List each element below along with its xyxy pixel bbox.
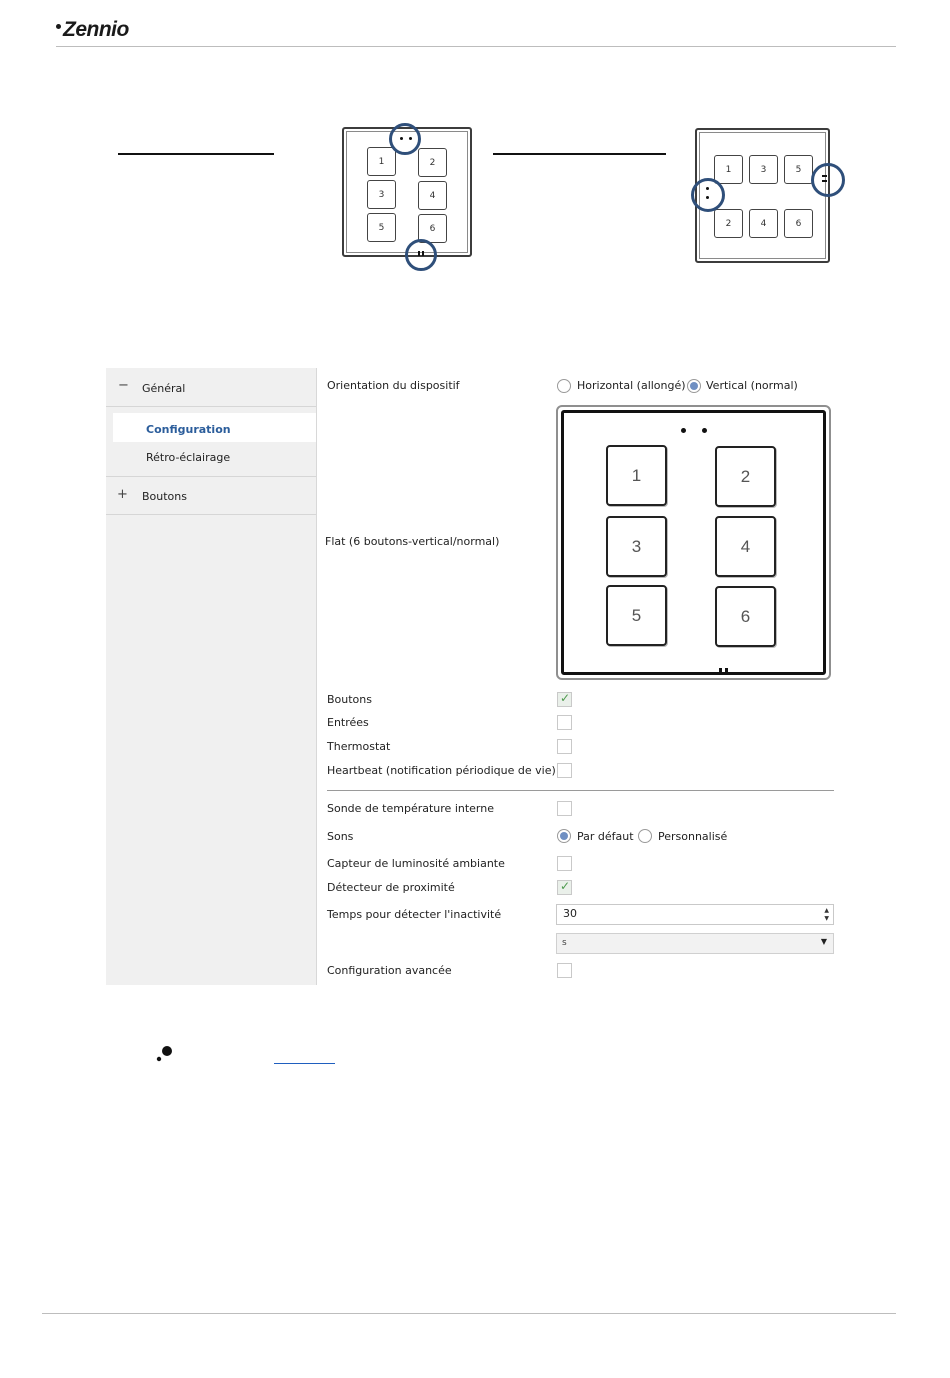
device-button: 5: [784, 155, 813, 184]
device-button: 3: [749, 155, 778, 184]
preview-button: 1: [606, 445, 667, 506]
detecteur-checkbox[interactable]: [557, 880, 572, 895]
sidebar-item-label: Configuration: [146, 423, 231, 436]
thermostat-label: Thermostat: [327, 740, 391, 753]
sidebar-separator: [106, 476, 316, 477]
chevron-down-icon[interactable]: ▼: [820, 937, 827, 946]
check-icon: ✓: [560, 691, 571, 705]
thermostat-checkbox[interactable]: [557, 739, 572, 754]
sensor-dot: [409, 137, 412, 140]
logo-text: Zennio: [63, 18, 129, 41]
boutons-checkbox[interactable]: [557, 692, 572, 707]
sons-label: Sons: [327, 830, 354, 843]
flat-model-label: Flat (6 boutons-vertical/normal): [325, 535, 500, 548]
avancee-label: Configuration avancée: [327, 964, 452, 977]
connector-highlight: [405, 239, 437, 271]
proximity-sensor-highlight: [691, 178, 725, 212]
radio-personnalise-label[interactable]: Personnalisé: [658, 830, 728, 843]
entrees-checkbox[interactable]: [557, 715, 572, 730]
device-button: 4: [418, 181, 447, 210]
preview-button: 2: [715, 446, 776, 507]
device-preview: [556, 405, 831, 680]
capteur-label: Capteur de luminosité ambiante: [327, 857, 505, 870]
preview-button: 6: [715, 586, 776, 647]
device-button: 1: [367, 147, 396, 176]
sidebar-item-label: Général: [142, 382, 186, 395]
sensor-dot: [706, 187, 709, 190]
check-icon: ✓: [560, 879, 571, 893]
device-button: 6: [418, 214, 447, 243]
heartbeat-label: Heartbeat (notification périodique de vie): [327, 764, 556, 777]
collapse-icon[interactable]: −: [118, 378, 129, 393]
temps-unit-select[interactable]: [556, 933, 834, 954]
capteur-checkbox[interactable]: [557, 856, 572, 871]
sidebar-item-label: Boutons: [142, 490, 187, 503]
radio-horizontal[interactable]: [557, 379, 571, 393]
entrees-label: Entrées: [327, 716, 369, 729]
zennio-logo: [56, 18, 129, 42]
temps-value: 30: [563, 907, 577, 920]
heartbeat-checkbox[interactable]: [557, 763, 572, 778]
proximity-sensor-highlight: [389, 123, 421, 155]
preview-button: 4: [715, 516, 776, 577]
temps-unit-value: s: [562, 938, 567, 948]
radio-par-defaut-label[interactable]: Par défaut: [577, 830, 634, 843]
parameter-sidebar: [106, 368, 317, 985]
connector-mark: [725, 668, 728, 674]
connector-highlight: [811, 163, 845, 197]
avancee-checkbox[interactable]: [557, 963, 572, 978]
connector-mark: [422, 251, 424, 256]
preview-button: 3: [606, 516, 667, 577]
sidebar-item-retro-eclairage[interactable]: [106, 451, 316, 471]
sidebar-separator: [106, 514, 316, 515]
expand-icon[interactable]: +: [117, 487, 128, 502]
orientation-label: Orientation du dispositif: [327, 379, 460, 392]
boutons-label: Boutons: [327, 693, 372, 706]
device-button: 4: [749, 209, 778, 238]
logo-dot-icon: [56, 24, 61, 29]
device-button: 2: [418, 148, 447, 177]
footer-divider: [42, 1313, 896, 1314]
sensor-dot: [681, 428, 686, 433]
sidebar-separator: [106, 406, 316, 407]
temps-label: Temps pour détecter l'inactivité: [327, 908, 502, 921]
preview-button: 5: [606, 585, 667, 646]
device-button: 6: [784, 209, 813, 238]
sensor-dot: [400, 137, 403, 140]
temps-input[interactable]: [556, 904, 834, 925]
hyperlink-underline[interactable]: [274, 1063, 335, 1064]
sidebar-item-boutons[interactable]: [106, 488, 316, 508]
section-divider: [327, 790, 834, 791]
sidebar-item-label: Rétro-éclairage: [146, 451, 231, 464]
bullet-icon: [156, 1045, 176, 1063]
spin-down-icon[interactable]: ▼: [824, 915, 829, 922]
callout-line-left: [118, 153, 274, 155]
sidebar-item-general[interactable]: [106, 380, 316, 400]
connector-mark: [822, 180, 827, 182]
connector-mark: [418, 251, 420, 256]
spin-up-icon[interactable]: ▲: [824, 907, 829, 914]
sonde-label: Sonde de température interne: [327, 802, 494, 815]
connector-mark: [719, 668, 722, 674]
radio-par-defaut[interactable]: [557, 829, 571, 843]
device-button: 3: [367, 180, 396, 209]
sensor-dot: [706, 196, 709, 199]
callout-line-right: [493, 153, 666, 155]
sensor-dot: [702, 428, 707, 433]
device-button: 5: [367, 213, 396, 242]
header-divider: [56, 46, 896, 47]
sidebar-item-configuration[interactable]: [106, 421, 316, 441]
radio-vertical[interactable]: [687, 379, 701, 393]
radio-personnalise[interactable]: [638, 829, 652, 843]
radio-vertical-label[interactable]: Vertical (normal): [706, 379, 798, 392]
radio-horizontal-label[interactable]: Horizontal (allongé): [577, 379, 686, 392]
device-button: 2: [714, 209, 743, 238]
connector-mark: [822, 175, 827, 177]
detecteur-label: Détecteur de proximité: [327, 881, 455, 894]
device-button: 1: [714, 155, 743, 184]
sonde-checkbox[interactable]: [557, 801, 572, 816]
device-preview-frame: [561, 410, 826, 675]
